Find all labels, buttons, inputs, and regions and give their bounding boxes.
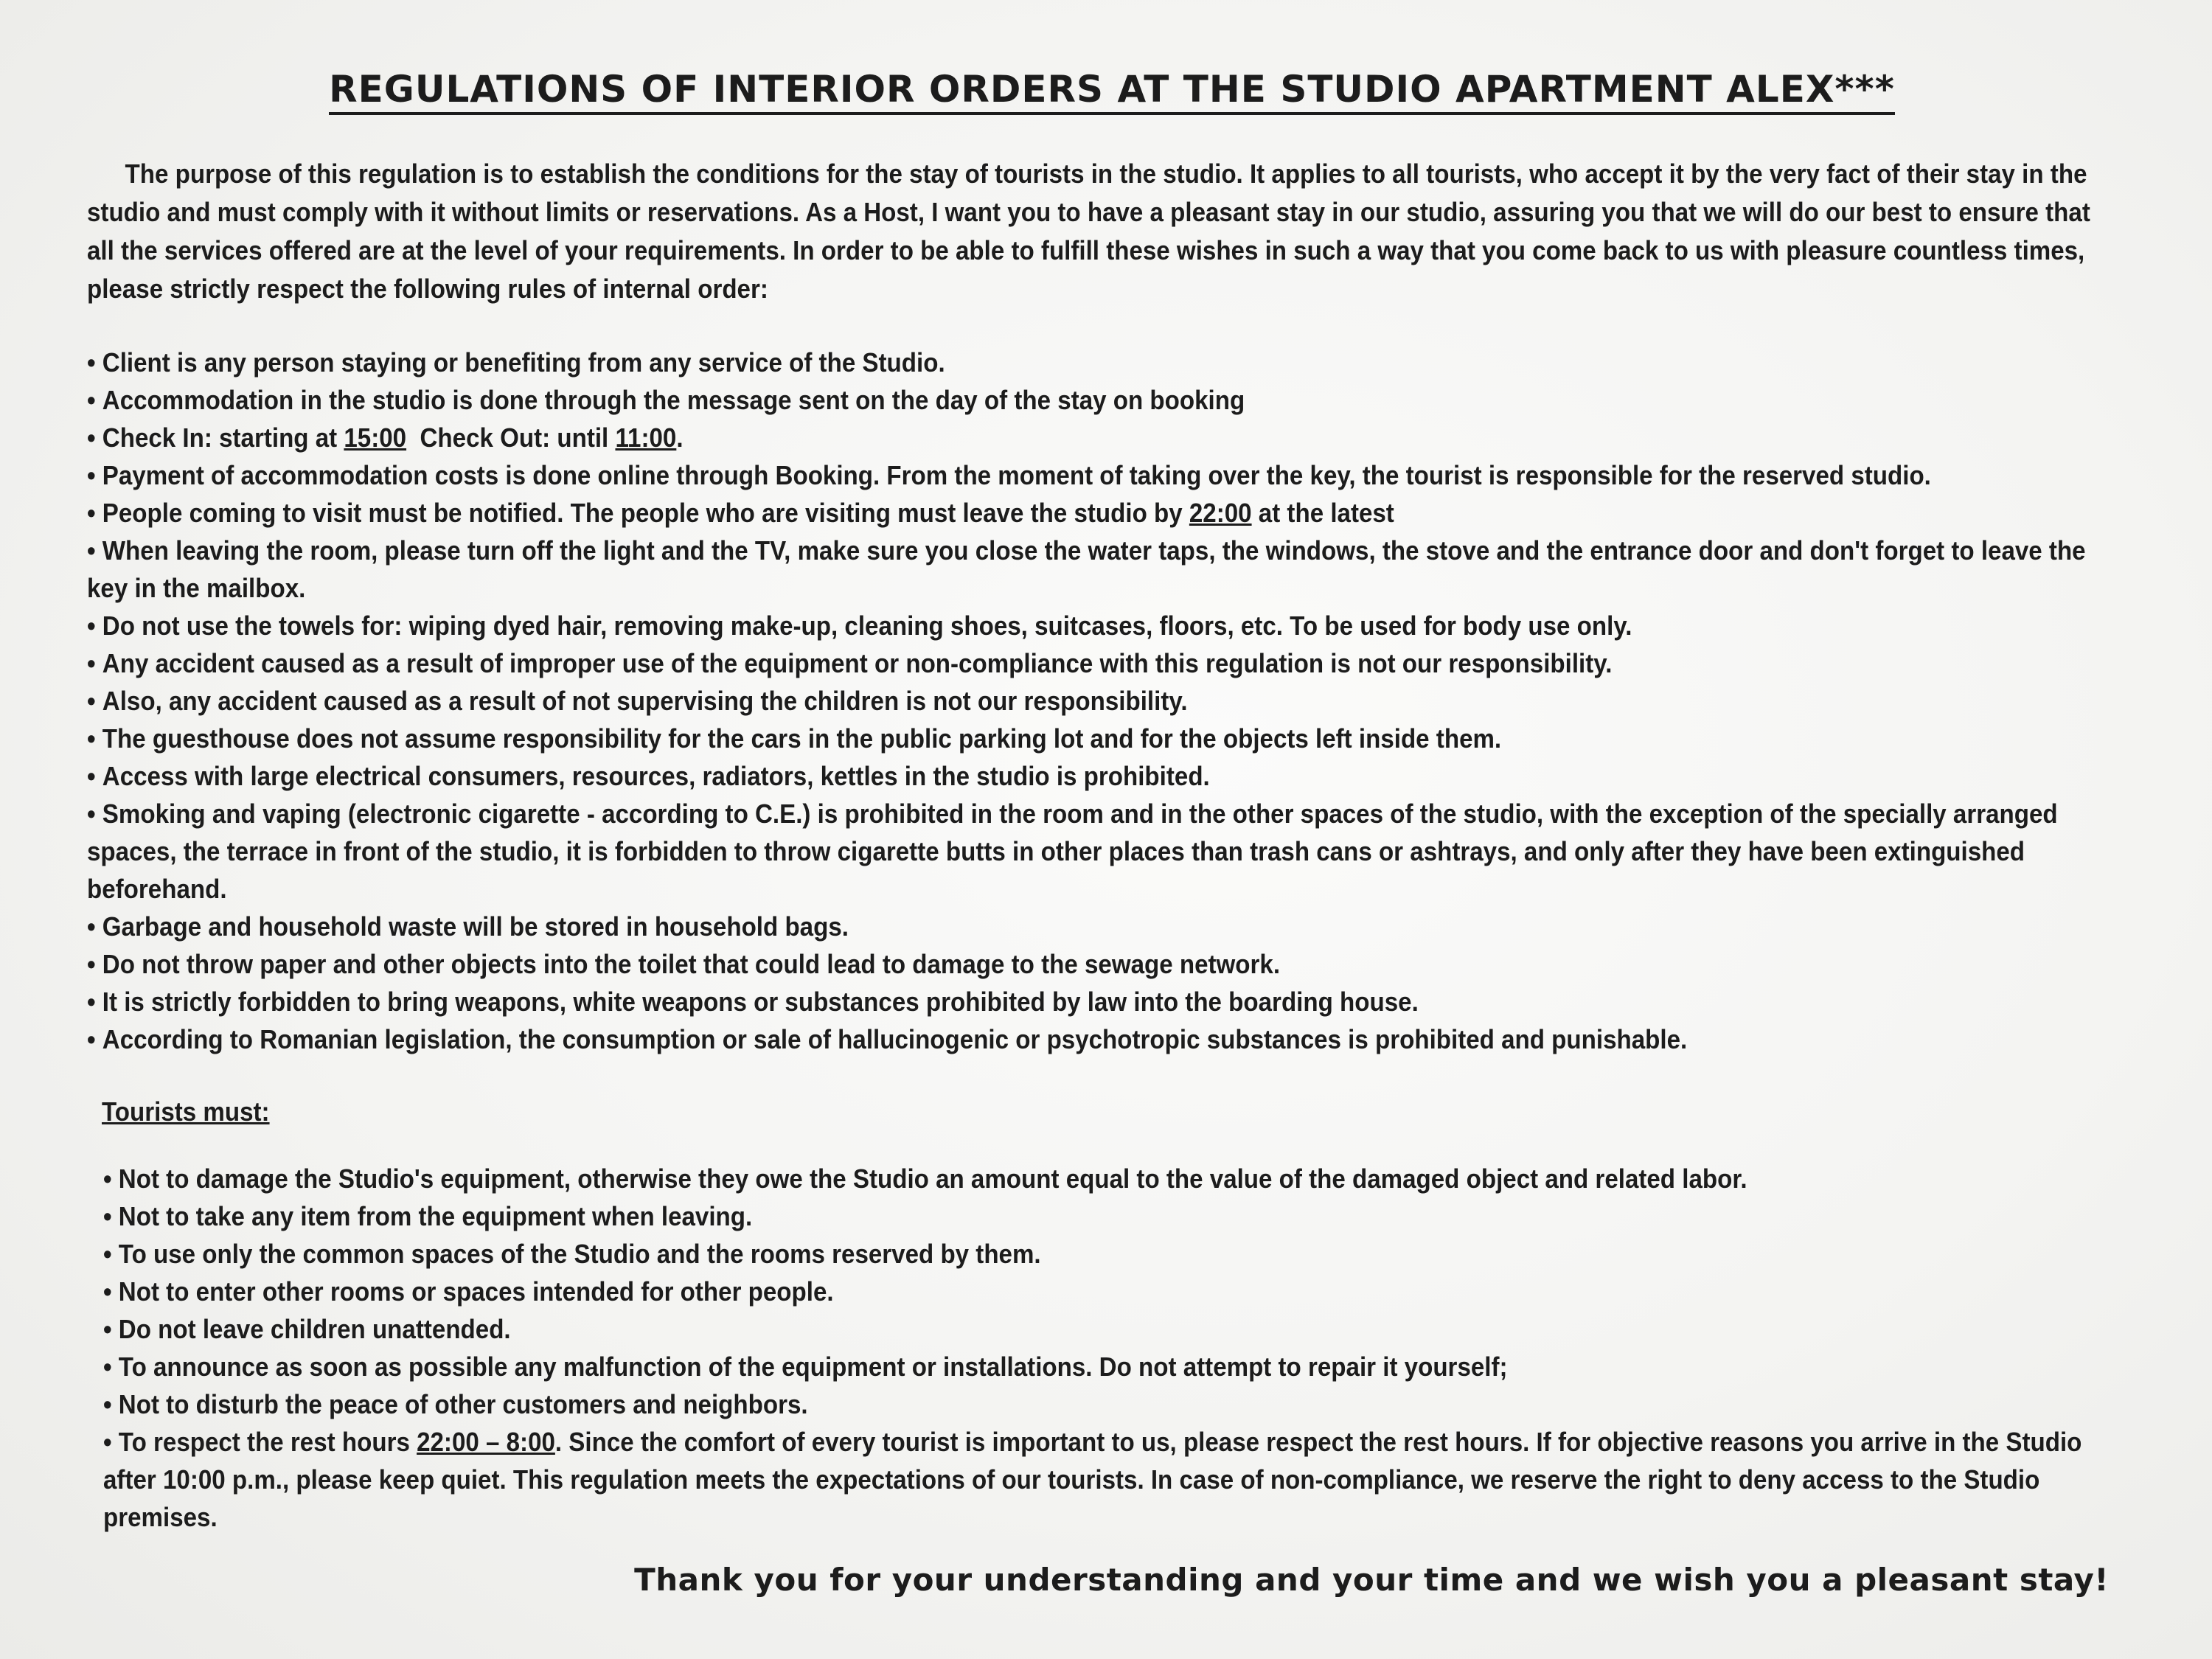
rule-towels: • Do not use the towels for: wiping dyed hair, removing make-up, cleaning shoes, suitcases, floors, etc. To be used for body use only. <box>87 607 2122 644</box>
must-item: • To use only the common spaces of the Studio and the rooms reserved by them. <box>103 1235 2138 1273</box>
must-item: • To announce as soon as possible any malfunction of the equipment or installations. Do not attempt to repair it yourself; <box>103 1348 2138 1385</box>
rule-weapons: • It is strictly forbidden to bring weapons, white weapons or substances prohibited by law into the boarding house. <box>87 983 2122 1020</box>
rule-visitors <box>87 494 2122 532</box>
rule-leaving-room: • When leaving the room, please turn off the light and the TV, make sure you close the water taps, the windows, the stove and the entrance door and don't forget to leave the key in the mailbox. <box>87 532 2122 607</box>
rest-prefix: To respect the rest hours <box>118 1427 417 1457</box>
visitors-suffix: at the latest <box>1251 498 1394 528</box>
rule-parking: • The guesthouse does not assume responsibility for the cars in the public parking lot and for the objects left inside them. <box>87 720 2122 757</box>
checkin-prefix: Check In: starting at <box>102 422 344 453</box>
regulations-document <box>87 68 2137 1536</box>
rule-electrical: • Access with large electrical consumers, resources, radiators, kettles in the studio is prohibited. <box>87 757 2122 795</box>
must-item: • Not to disturb the peace of other customers and neighbors. <box>103 1385 2138 1423</box>
rule-garbage: • Garbage and household waste will be stored in household bags. <box>87 908 2122 945</box>
checkout-prefix: Check Out: until <box>406 422 616 453</box>
tourists-must-list <box>103 1160 2138 1536</box>
checkout-time: 11:00 <box>615 422 677 453</box>
visitors-time: 22:00 <box>1189 498 1252 528</box>
must-item: • Not to enter other rooms or spaces intended for other people. <box>103 1273 2138 1310</box>
rule-accommodation: • Accommodation in the studio is done through the message sent on the day of the stay on booking <box>87 381 2122 419</box>
rule-toilet: • Do not throw paper and other objects into the toilet that could lead to damage to the sewage network. <box>87 945 2122 983</box>
must-item: • Not to take any item from the equipment when leaving. <box>103 1197 2138 1235</box>
checkin-time: 15:00 <box>344 422 407 453</box>
tourists-must-heading-text: Tourists must: <box>102 1096 270 1127</box>
rule-substances: • According to Romanian legislation, the consumption or sale of hallucinogenic or psychotropic substances is prohibited and punishable. <box>87 1020 2122 1058</box>
rule-children-accident: • Also, any accident caused as a result of not supervising the children is not our responsibility. <box>87 682 2122 720</box>
rest-hours: 22:00 – 8:00 <box>417 1427 555 1457</box>
rest-suffix: . Since the comfort of every tourist is important to us, please respect the rest hours. If for objective reasons you arrive in the Studio after 10:00 p.m., please keep quiet. This regulation meets the expectations of our tourists. In case of non-compliance, we reserve the right to deny access to the Studio premises. <box>103 1427 2082 1532</box>
visitors-prefix: People coming to visit must be notified. The people who are visiting must leave the studio by <box>102 498 1189 528</box>
rule-check-in-out <box>87 419 2122 456</box>
checkin-suffix: . <box>676 422 684 453</box>
rule-smoking: • Smoking and vaping (electronic cigarette - according to C.E.) is prohibited in the room and in the other spaces of the studio, with the exception of the specially arranged spaces, the terrace in front of the studio, it is forbidden to throw cigarette butts in other places than trash cans or ashtrays, and only after they have been extinguished beforehand. <box>87 795 2122 908</box>
rule-equipment-accident: • Any accident caused as a result of improper use of the equipment or non-compliance with this regulation is not our responsibility. <box>87 644 2122 682</box>
tourists-must-heading <box>102 1096 1974 1127</box>
must-item: • Not to damage the Studio's equipment, otherwise they owe the Studio an amount equal to the value of the damaged object and related labor. <box>103 1160 2138 1197</box>
document-title <box>87 68 2137 111</box>
document-title-text: REGULATIONS OF INTERIOR ORDERS AT THE STUDIO APARTMENT ALEX*** <box>329 68 1895 115</box>
closing-message: Thank you for your understanding and your time and we wish you a pleasant stay! <box>634 1562 2109 1598</box>
must-item-rest-hours <box>103 1423 2138 1536</box>
must-item: • Do not leave children unattended. <box>103 1310 2138 1348</box>
rules-list <box>87 344 2122 1058</box>
rule-client: • Client is any person staying or benefiting from any service of the Studio. <box>87 344 2122 381</box>
intro-paragraph: The purpose of this regulation is to establish the conditions for the stay of tourists in the studio. It applies to all tourists, who accept it by the very fact of their stay in the studio and must comply with it without limits or reservations. As a Host, I want you to have a pleasant stay in our studio, assuring you that we will do our best to ensure that all the services offered are at the level of your requirements. In order to be able to fulfill these wishes in such a way that you come back to us with pleasure countless times, please strictly respect the following rules of internal order: <box>87 159 2090 304</box>
rule-payment: • Payment of accommodation costs is done online through Booking. From the moment of taking over the key, the tourist is responsible for the reserved studio. <box>87 456 2122 494</box>
